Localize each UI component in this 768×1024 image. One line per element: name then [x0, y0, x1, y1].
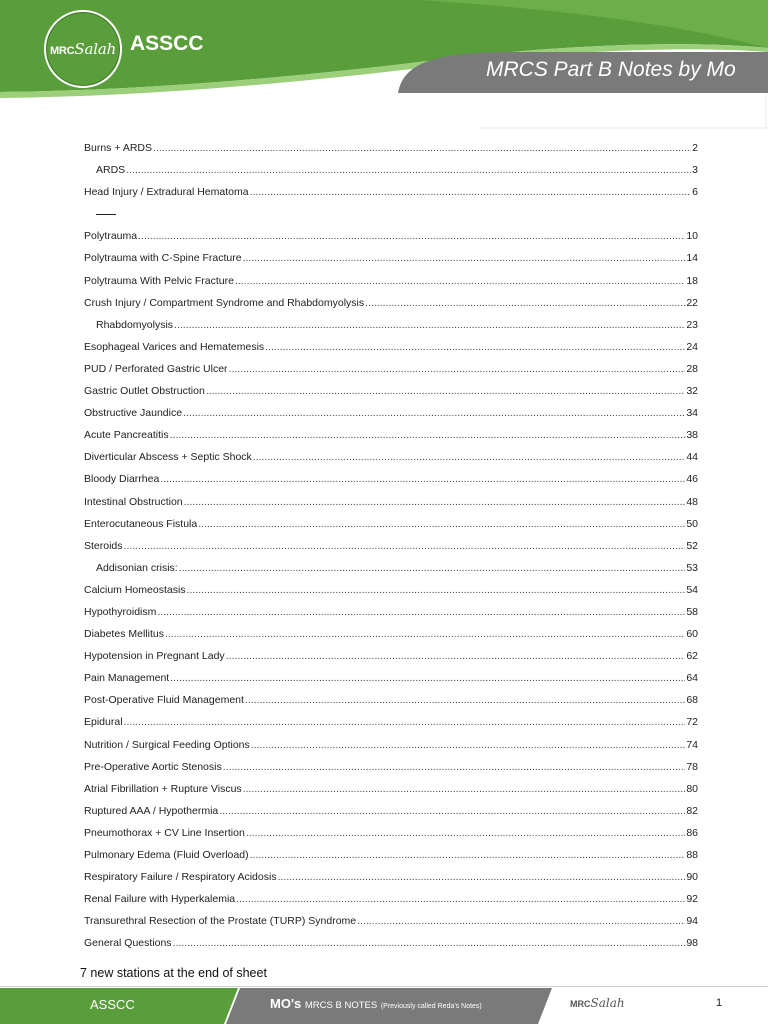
toc-entry[interactable] — [84, 893, 698, 915]
toc-entry-label: Diabetes Mellitus — [84, 628, 164, 641]
toc-entry[interactable] — [84, 341, 698, 363]
toc-entry-label: Crush Injury / Compartment Syndrome and Rhabdomyolysis — [84, 296, 365, 309]
logo — [44, 10, 122, 88]
toc-entry-page: 52 — [686, 539, 698, 552]
toc-entry-label: Head Injury / Extradural Hematoma — [84, 186, 249, 199]
toc-entry-label: Polytrauma With Pelvic Fracture — [84, 274, 234, 287]
footer-logo-script: Salah — [590, 996, 625, 1010]
toc-entry-label: Ruptured AAA / Hypothermia — [84, 804, 219, 817]
toc-entry-label: Nutrition / Surgical Feeding Options — [84, 738, 250, 751]
toc-entry[interactable] — [84, 915, 698, 937]
toc-entry-page: 94 — [686, 915, 698, 928]
toc-dot-leader — [187, 584, 686, 596]
toc-dot-leader — [365, 297, 685, 309]
toc-entry-label: Polytrauma — [84, 230, 138, 243]
logo-script: Salah — [74, 40, 117, 58]
toc-entry[interactable] — [84, 518, 698, 540]
toc-dot-leader — [153, 142, 691, 154]
toc-entry-page: 46 — [686, 473, 698, 486]
toc-entry[interactable] — [84, 805, 698, 827]
toc-entry-label: Hypotension in Pregnant Lady — [84, 650, 225, 663]
toc-entry-page: 72 — [686, 716, 698, 729]
toc-entry-page: 6 — [692, 186, 698, 199]
toc-dot-leader — [126, 164, 691, 176]
toc-entry-page: 80 — [686, 782, 698, 795]
toc-entry-page: 82 — [686, 804, 698, 817]
toc-entry-label: Calcium Homeostasis — [84, 583, 186, 596]
toc-dot-leader — [173, 937, 686, 949]
toc-dot-leader — [206, 385, 686, 397]
toc-entry-label: Transurethral Resection of the Prostate (TURP) Syndrome — [84, 915, 357, 928]
toc-entry[interactable] — [84, 275, 698, 297]
toc-entry-page: 14 — [686, 252, 698, 265]
separator-line — [96, 214, 116, 215]
toc-dot-leader — [183, 407, 685, 419]
toc-dot-leader — [246, 827, 686, 839]
toc-entry-label: Epidural — [84, 716, 123, 729]
toc-entry[interactable] — [84, 650, 698, 672]
toc-entry-page: 24 — [686, 340, 698, 353]
toc-entry-label: Esophageal Varices and Hematemesis — [84, 340, 265, 353]
toc-entry-label: Bloody Diarrhea — [84, 473, 160, 486]
toc-entry[interactable] — [84, 473, 698, 495]
toc-entry[interactable] — [84, 540, 698, 562]
footer-title-text: MRCS B NOTES — [304, 1000, 378, 1011]
toc-entry-page: 53 — [686, 561, 698, 574]
toc-entry[interactable] — [84, 694, 698, 716]
toc-entry-page: 18 — [686, 274, 698, 287]
toc-dot-leader — [229, 363, 686, 375]
toc-entry[interactable] — [84, 496, 698, 518]
toc-entry[interactable] — [84, 628, 698, 650]
toc-dot-leader — [245, 694, 685, 706]
footer-logo — [570, 996, 625, 1010]
toc-dot-leader — [278, 871, 686, 883]
footer-title-bold: MO's — [270, 996, 302, 1011]
toc-dot-leader — [226, 650, 686, 662]
toc-entry-label: Obstructive Jaundice — [84, 407, 183, 420]
toc-entry[interactable] — [84, 562, 698, 584]
toc-entry-page: 44 — [686, 451, 698, 464]
toc-dot-leader — [160, 473, 685, 485]
toc-entry[interactable] — [84, 606, 698, 628]
toc-entry-label: Rhabdomyolysis — [96, 318, 174, 331]
toc-entry-label: Pneumothorax + CV Line Insertion — [84, 826, 245, 839]
toc-dot-leader — [235, 275, 685, 287]
toc-entry-page: 28 — [686, 362, 698, 375]
toc-dot-leader — [243, 783, 686, 795]
toc-entry[interactable] — [84, 849, 698, 871]
page-number: 1 — [716, 997, 723, 1009]
toc-entry[interactable] — [84, 142, 698, 164]
toc-entry-label: PUD / Perforated Gastric Ulcer — [84, 362, 228, 375]
toc-dot-leader — [198, 518, 685, 530]
toc-entry-page: 50 — [686, 517, 698, 530]
toc-entry-label: Intestinal Obstruction — [84, 495, 183, 508]
toc-entry[interactable] — [84, 716, 698, 738]
toc-dot-leader — [184, 496, 686, 508]
toc-entry-page: 92 — [686, 893, 698, 906]
toc-dot-leader — [165, 628, 685, 640]
toc-entry-label: Pre-Operative Aortic Stenosis — [84, 760, 222, 773]
toc-entry-label: ARDS — [96, 164, 126, 177]
toc-entry[interactable] — [84, 186, 698, 208]
toc-dot-leader — [179, 562, 686, 574]
footer-brand: ASSCC — [90, 997, 135, 1012]
toc-dot-leader — [250, 849, 686, 861]
toc-dot-leader — [124, 540, 686, 552]
toc-entry[interactable] — [84, 429, 698, 451]
toc-entry-label: Enterocutaneous Fistula — [84, 517, 198, 530]
toc-entry-page: 22 — [686, 296, 698, 309]
toc-entry-label: Burns + ARDS — [84, 142, 152, 154]
toc-dot-leader — [170, 429, 686, 441]
toc-entry-label: General Questions — [84, 937, 172, 950]
toc-entry-page: 78 — [686, 760, 698, 773]
toc-entry[interactable] — [84, 407, 698, 429]
toc-entry-page: 48 — [686, 495, 698, 508]
toc-dot-leader — [157, 606, 685, 618]
toc-entry[interactable] — [84, 937, 698, 959]
toc-entry-label: Pulmonary Edema (Fluid Overload) — [84, 849, 249, 861]
toc-dot-leader — [243, 252, 686, 264]
toc-entry[interactable] — [84, 451, 698, 473]
toc-entry[interactable] — [84, 871, 698, 893]
toc-entry-page: 90 — [686, 871, 698, 884]
footer-title — [270, 996, 482, 1011]
toc-entry-label: Respiratory Failure / Respiratory Acidosis — [84, 871, 277, 884]
toc-entry-label: Post-Operative Fluid Management — [84, 694, 244, 707]
toc-dot-leader — [223, 761, 686, 773]
toc-entry-label: Addisonian crisis: — [96, 561, 178, 574]
toc-dot-leader — [357, 915, 685, 927]
toc-entry[interactable] — [84, 739, 698, 761]
toc-entry[interactable] — [84, 584, 698, 606]
toc-entry-page: 88 — [686, 849, 698, 861]
toc-entry[interactable] — [84, 363, 698, 385]
toc-dot-leader — [219, 805, 685, 817]
toc-entry[interactable] — [84, 252, 698, 274]
toc-entry[interactable] — [84, 230, 698, 252]
toc-entry[interactable] — [84, 783, 698, 805]
toc-entry[interactable] — [84, 672, 698, 694]
toc-entry-page: 2 — [692, 142, 698, 154]
toc-dot-leader — [170, 672, 685, 684]
toc-entry-label: Atrial Fibrillation + Rupture Viscus — [84, 782, 242, 795]
page-header — [0, 0, 768, 130]
toc-entry[interactable] — [84, 385, 698, 407]
toc-dot-leader — [174, 319, 685, 331]
toc-entry[interactable] — [84, 319, 698, 341]
toc-entry-page: 34 — [686, 407, 698, 420]
toc-dot-leader — [124, 716, 686, 728]
toc-entry-page: 10 — [686, 230, 698, 243]
toc-dot-leader — [251, 739, 686, 751]
logo-prefix: MRC — [49, 45, 75, 57]
toc-entry-page: 86 — [686, 826, 698, 839]
toc-dot-leader — [265, 341, 685, 353]
toc-entry-label: Acute Pancreatitis — [84, 429, 169, 442]
toc-entry-page: 64 — [686, 672, 698, 685]
toc-entry-label: Pain Management — [84, 672, 170, 685]
toc-entry-label: Diverticular Abscess + Septic Shock — [84, 451, 252, 464]
brand-title: ASSCC — [130, 32, 204, 55]
toc-dot-leader — [250, 186, 692, 198]
toc-entry[interactable] — [84, 827, 698, 849]
toc-entry-label: Hypothyroidism — [84, 605, 157, 618]
table-of-contents — [84, 142, 698, 959]
toc-entry-label: Gastric Outlet Obstruction — [84, 385, 205, 398]
toc-entry-page: 23 — [686, 318, 698, 331]
note-text: 7 new stations at the end of sheet — [80, 966, 267, 980]
toc-dot-leader — [253, 451, 686, 463]
toc-entry-page: 60 — [686, 628, 698, 641]
footer-title-small: (Previously called Reda's Notes) — [380, 1003, 482, 1010]
toc-entry[interactable] — [84, 761, 698, 783]
toc-entry-page: 62 — [686, 650, 698, 663]
toc-entry[interactable] — [84, 164, 698, 186]
toc-entry-label: Steroids — [84, 539, 123, 552]
toc-dot-leader — [236, 893, 685, 905]
toc-entry-page: 38 — [686, 429, 698, 442]
toc-entry-page: 98 — [686, 937, 698, 950]
document-subtitle: MRCS Part B Notes by Mo — [486, 58, 736, 81]
toc-entry-page: 68 — [686, 694, 698, 707]
toc-entry-label: Polytrauma with C-Spine Fracture — [84, 252, 242, 265]
toc-dot-leader — [138, 230, 685, 242]
toc-entry[interactable] — [84, 297, 698, 319]
toc-entry-page: 54 — [686, 583, 698, 596]
toc-entry-label: Renal Failure with Hyperkalemia — [84, 893, 236, 906]
footer-logo-prefix: MRC — [570, 999, 591, 1009]
toc-entry-page: 32 — [686, 385, 698, 398]
toc-separator — [84, 208, 698, 230]
toc-entry-page: 3 — [692, 164, 698, 177]
toc-entry-page: 58 — [686, 605, 698, 618]
toc-entry-page: 74 — [686, 738, 698, 751]
